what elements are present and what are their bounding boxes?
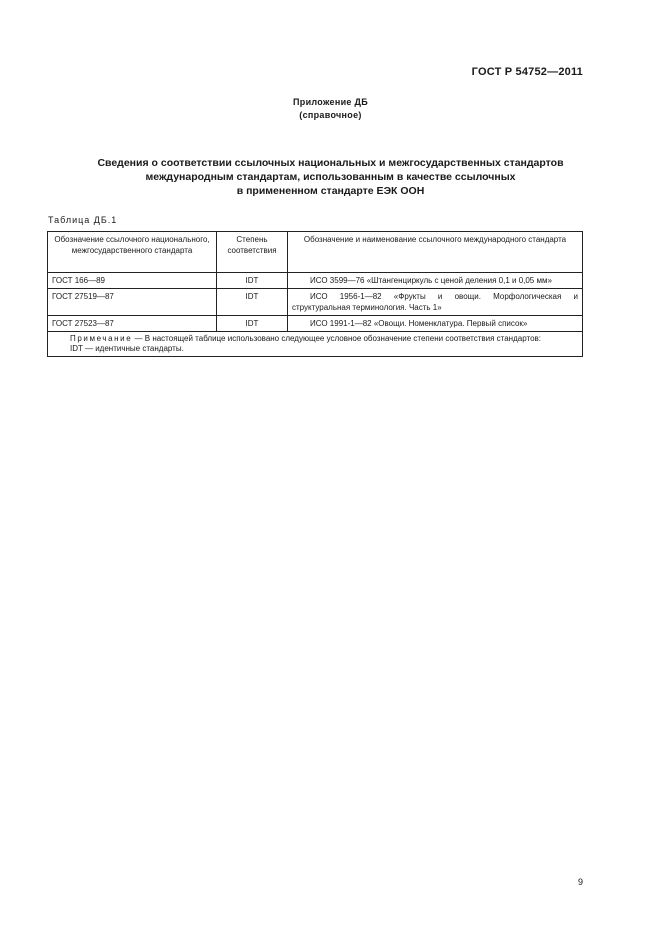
- table-caption: Таблица ДБ.1: [48, 215, 118, 225]
- section-title: [50, 156, 611, 198]
- cell-international: ИСО 1991-1—82 «Овощи. Номенклатура. Первый список»: [288, 316, 583, 332]
- cell-national: ГОСТ 27519—87: [48, 289, 217, 316]
- appendix-title: Приложение ДБ: [293, 97, 368, 107]
- note-text: — В настоящей таблице использовано следующее условное обозначение степени соответствия стандартов:: [132, 334, 541, 343]
- note-item: IDT — идентичные стандарты.: [70, 344, 184, 353]
- cell-international: ИСО 1956-1—82 «Фрукты и овощи. Морфологическая и структуральная терминология. Часть 1»: [288, 289, 583, 316]
- title-line: Сведения о соответствии ссылочных национальных и межгосударственных стандартов: [97, 157, 564, 169]
- header-degree: Степень соответствия: [217, 232, 288, 273]
- appendix-subtitle: (справочное): [299, 110, 362, 120]
- cell-international: ИСО 3599—76 «Штангенциркуль с ценой деления 0,1 и 0,05 мм»: [288, 273, 583, 289]
- cell-national: ГОСТ 166—89: [48, 273, 217, 289]
- table-header-row: [48, 232, 583, 273]
- standards-table: [47, 231, 583, 357]
- cell-degree: IDT: [217, 273, 288, 289]
- table-note-row: [48, 332, 583, 357]
- document-code: ГОСТ Р 54752—2011: [471, 66, 583, 78]
- cell-degree: IDT: [217, 289, 288, 316]
- cell-degree: IDT: [217, 316, 288, 332]
- appendix-heading: [0, 96, 661, 122]
- title-line: международным стандартам, использованным в качестве ссылочных: [145, 171, 516, 183]
- title-line: в примененном стандарте ЕЭК ООН: [236, 185, 425, 197]
- table-row: [48, 316, 583, 332]
- table-row: [48, 289, 583, 316]
- page-number: 9: [577, 877, 583, 887]
- header-national-standard: Обозначение ссылочного национального, межгосударственного стандарта: [48, 232, 217, 273]
- cell-national: ГОСТ 27523—87: [48, 316, 217, 332]
- note-label: Примечание: [70, 334, 133, 343]
- table-note: [48, 332, 583, 357]
- header-international-standard: Обозначение и наименование ссылочного международного стандарта: [288, 232, 583, 273]
- table-row: [48, 273, 583, 289]
